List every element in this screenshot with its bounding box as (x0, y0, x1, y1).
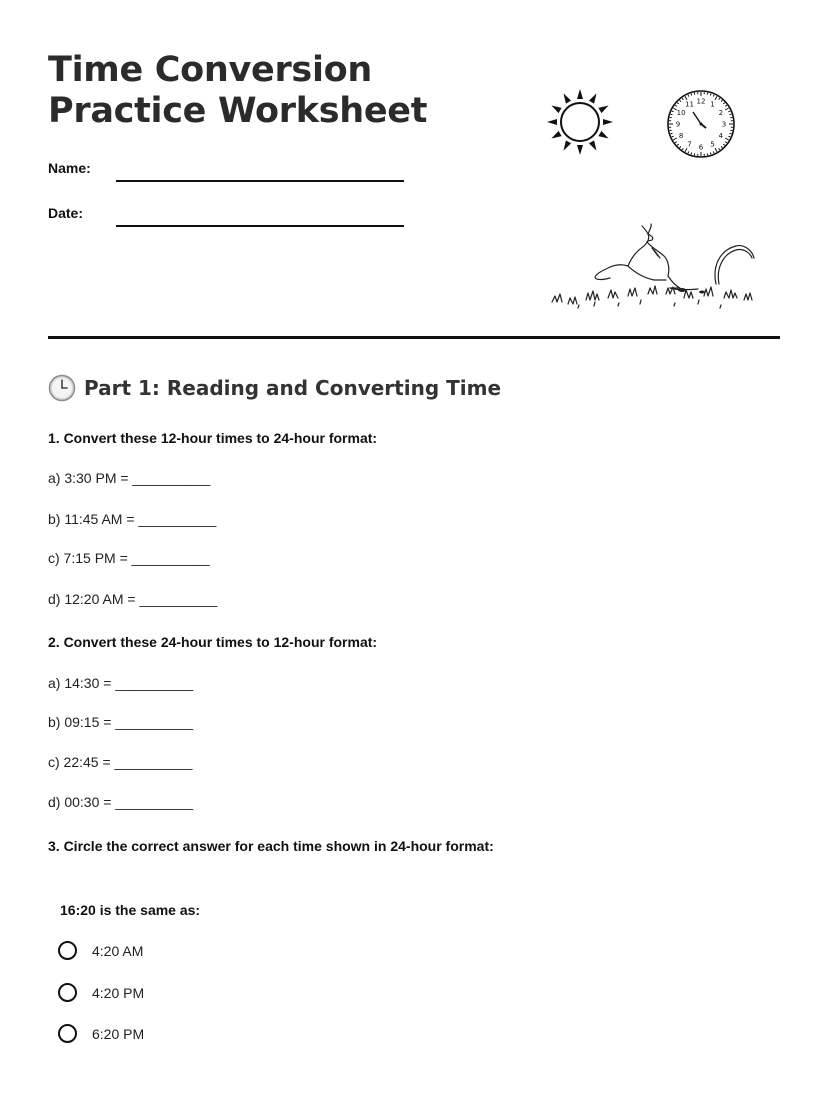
clock-tick (671, 114, 673, 115)
clock-number: 2 (718, 109, 724, 117)
question-3-prompt: 3. Circle the correct answer for each time shown in 24-hour format: (48, 838, 494, 854)
clock-tick (691, 153, 692, 155)
clock-tick (730, 114, 732, 115)
title-line-2: Practice Worksheet (48, 91, 428, 131)
q1-item-a[interactable]: a) 3:30 PM = __________ (48, 470, 211, 486)
q2-item-d[interactable]: d) 00:30 = __________ (48, 794, 194, 810)
q1-item-b[interactable]: b) 11:45 AM = __________ (48, 511, 217, 527)
option-1[interactable] (58, 941, 143, 960)
clock-tick (730, 133, 732, 134)
name-line[interactable] (116, 180, 404, 182)
radio-circle[interactable] (58, 983, 77, 1002)
date-label: Date: (48, 205, 84, 221)
clock-tick (691, 94, 692, 96)
option-3[interactable] (58, 1024, 144, 1043)
radio-circle[interactable] (58, 941, 77, 960)
clock-number: 9 (675, 120, 681, 129)
sun-ray (551, 106, 561, 114)
clock-number: 6 (698, 143, 704, 152)
sun-icon (544, 86, 616, 158)
sun-ray (577, 89, 583, 99)
kangaroo-illustration (548, 220, 758, 312)
clock-number: 12 (696, 97, 706, 106)
question-3-subprompt: 16:20 is the same as: (60, 902, 201, 918)
radio-circle[interactable] (58, 1024, 77, 1043)
question-2-prompt: 2. Convert these 24-hour times to 12-hour format: (48, 634, 378, 650)
sun-ray (564, 140, 572, 150)
name-label: Name: (48, 160, 91, 176)
sun-ray (589, 140, 597, 150)
q2-item-b[interactable]: b) 09:15 = __________ (48, 714, 194, 730)
sun-ray (598, 131, 608, 139)
sun-ray (551, 131, 561, 139)
clock-tick (710, 153, 711, 155)
clock-number: 11 (685, 100, 694, 109)
clock-number: 1 (710, 100, 715, 109)
clock-number: 7 (687, 140, 692, 149)
q2-item-a[interactable]: a) 14:30 = __________ (48, 675, 194, 691)
q2-item-c[interactable]: c) 22:45 = __________ (48, 754, 193, 770)
sun-ray (547, 119, 557, 125)
clock-number: 8 (678, 132, 684, 140)
q1-item-d[interactable]: d) 12:20 AM = __________ (48, 591, 218, 607)
section-1-title: Part 1: Reading and Converting Time (84, 376, 502, 400)
option-3-label: 6:20 PM (92, 1025, 145, 1042)
section-1-heading (48, 374, 501, 402)
clock-number: 5 (710, 140, 715, 149)
clock-icon (665, 88, 737, 160)
question-1-prompt: 1. Convert these 12-hour times to 24-hour format: (48, 430, 378, 446)
sun-ray (564, 93, 572, 103)
option-1-label: 4:20 AM (92, 942, 144, 959)
sun-ray (598, 106, 608, 114)
clock-number: 10 (676, 109, 686, 117)
q1-item-c[interactable]: c) 7:15 PM = __________ (48, 550, 210, 566)
sun-ray (603, 119, 613, 125)
clock-emoji-icon (48, 374, 76, 402)
option-2-label: 4:20 PM (92, 984, 145, 1001)
sun-ray (589, 93, 597, 103)
option-2[interactable] (58, 983, 144, 1002)
clock-number: 3 (721, 120, 727, 129)
clock-tick (710, 94, 711, 96)
header-divider (48, 336, 780, 339)
sun-ray (577, 145, 583, 155)
worksheet-title (48, 50, 427, 132)
date-line[interactable] (116, 225, 404, 227)
clock-tick (671, 133, 673, 134)
title-line-1: Time Conversion (48, 50, 373, 90)
clock-number: 4 (718, 132, 724, 140)
